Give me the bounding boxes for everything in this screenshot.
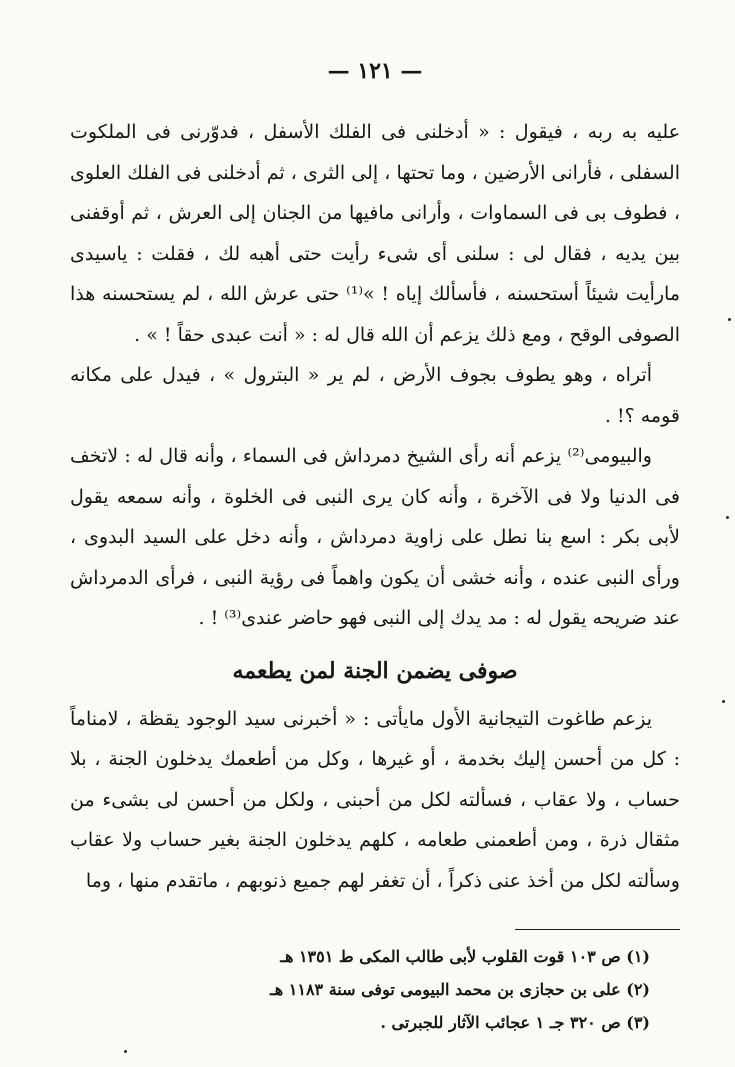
page-content — [70, 58, 680, 1039]
footnote-divider — [515, 929, 680, 930]
paragraph-4: يزعم طاغوت التيجانية الأول مايأتى : « أخبرنى سيد الوجود يقظة ، لامناماً : كل من أحسن إليك بخدمة ، أو غيرها ، وكل من أطعمك يدخلون الجنة ، بلا حساب ، ولا عقاب ، فسألته لكل من أحبنى ، ولكل من أحسن لى بشىء من مثقال ذرة ، ومن أطعمنى طعامه ، كلهم يدخلون الجنة بغير حساب ولا عقاب وسألته لكل من أخذ عنى ذكراً ، أن تغفر لهم جميع ذنوبهم ، ماتقدم منها ، وما — [70, 707, 680, 892]
footnote-1: (١) ص ١٠٣ قوت القلوب لأبى طالب المكى ط ١٣٥١ هـ — [280, 947, 650, 966]
margin-speck — [124, 1050, 127, 1053]
page-number: — ١٢١ — — [327, 58, 423, 84]
section-heading: صوفى يضمن الجنة لمن يطعمه — [232, 657, 518, 684]
margin-speck — [728, 318, 731, 321]
margin-speck — [722, 700, 725, 703]
footnote-2: (٢) على بن حجازى بن محمد البيومى توفى سنة ١١٨٣ هـ — [270, 980, 650, 999]
paragraph-3: والبيومى⁽²⁾ يزعم أنه رأى الشيخ دمرداش فى السماء ، وأنه قال له : لاتخف فى الدنيا ولا فى الآخرة ، وأنه كان يرى النبى فى الخلوة ، وأنه سمعه يقول لأبى بكر : اسع بنا نطل على زاوية دمرداش ، وأنه دخل على السيد البدوى ، ورأى النبى عنده ، وأنه خشى أن يكون واهماً فى رؤية النبى ، فرأى الدمرداش عند ضريحه يقول له : مد يدك إلى النبى فهو حاضر عندى⁽³⁾ ! . — [70, 445, 680, 629]
footnotes — [270, 940, 650, 1039]
footnote-section — [70, 940, 680, 1039]
paragraph-1: عليه به ربه ، فيقول : « أدخلنى فى الفلك الأسفل ، فدوّرنى فى الملكوت السفلى ، فأرانى الأرضين ، وما تحتها ، إلى الثرى ، ثم أدخلنى فى الفلك العلوى ، فطوف بى فى السماوات ، وأرانى مافيها من الجنان إلى العرش ، ثم أوقفنى بين يديه ، فقال لى : سلنى أى شىء رأيت حتى أهبه لك ، فقلت : ياسيدى مارأيت شيئاً أستحسنه ، فأسألك إياه ! »⁽¹⁾ حتى عرش الله ، لم يستحسنه هذا الصوفى الوقح ، ومع ذلك يزعم أن الله قال له : « أنت عبدى حقاً ! » . — [70, 121, 680, 346]
margin-speck — [726, 516, 729, 519]
paragraph-2: أتراه ، وهو يطوف بجوف الأرض ، لم ير « البترول » ، فيدل على مكانه قومه ؟! . — [70, 364, 680, 427]
body-text — [70, 112, 680, 901]
footnote-3: (٣) ص ٣٢٠ جـ ١ عجائب الآثار للجبرتى . — [380, 1013, 650, 1032]
